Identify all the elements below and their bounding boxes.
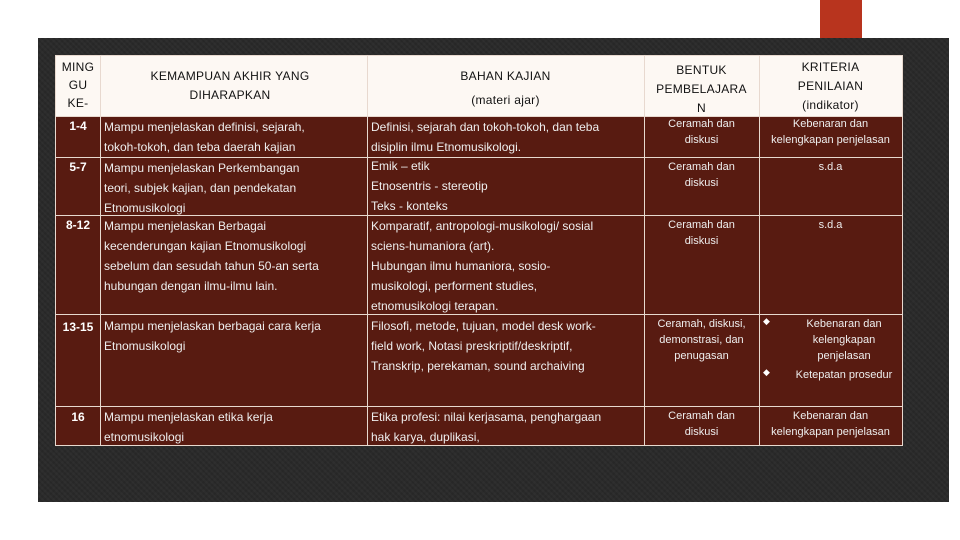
bullet-icon: ◆ (763, 367, 770, 377)
row-week: 13-15 (62, 320, 94, 334)
row-criteria: Kebenaran dan kelengkapan penjelasan (771, 410, 890, 438)
criteria-bullet-text: Ketepatan prosedur (795, 369, 893, 381)
row-material: Definisi, sejarah dan tokoh-tokoh, dan teba disiplin ilmu Etnomusikologi. (371, 120, 600, 154)
row-week: 8-12 (65, 218, 91, 232)
header-criteria: KRITERIA PENILAIAN (indikator) (797, 60, 864, 112)
row-material: Filosofi, metode, tujuan, model desk work- field work, Notasi preskriptif/deskriptif, Transkrip, perekaman, sound archaiving (371, 319, 596, 373)
row-ability: Mampu menjelaskan berbagai cara kerja Etnomusikologi (104, 319, 321, 353)
row-ability: Mampu menjelaskan definisi, sejarah, tokoh-tokoh, dan teba daerah kajian (104, 120, 305, 154)
row-form: Ceramah dan diskusi (668, 410, 735, 438)
row-form: Ceramah dan diskusi (668, 161, 735, 189)
header-material-sub: (materi ajar) (471, 93, 540, 107)
bullet-icon: ◆ (763, 316, 770, 326)
row-ability: Mampu menjelaskan etika kerja etnomusikologi (104, 410, 273, 444)
row-form: Ceramah dan diskusi (668, 118, 735, 146)
accent-bar (820, 0, 862, 38)
course-table (55, 55, 903, 446)
row-form: Ceramah, diskusi, demonstrasi, dan penugasan (657, 318, 746, 362)
criteria-bullet-text: Kebenaran dan kelengkapan penjelasan (806, 318, 882, 362)
row-material: Etika profesi: nilai kerjasama, penghargaan hak karya, duplikasi, (371, 410, 602, 444)
row-criteria: s.d.a (818, 219, 843, 231)
header-material: BAHAN KAJIAN (460, 69, 551, 83)
header-ability: KEMAMPUAN AKHIR YANG DIHARAPKAN (150, 69, 310, 102)
row-material: Komparatif, antropologi-musikologi/ sosial sciens-humaniora (art). Hubungan ilmu humaniora, sosio- musikologi, performent studies, etnomusikologi terapan. (371, 219, 594, 313)
row-criteria: s.d.a (818, 161, 843, 173)
row-week: 16 (71, 410, 85, 424)
row-criteria: Kebenaran dan kelengkapan penjelasan (771, 118, 890, 146)
row-week: 1-4 (69, 119, 87, 133)
header-week: MING GU KE- (61, 60, 95, 110)
row-week: 5-7 (69, 160, 87, 174)
row-form: Ceramah dan diskusi (668, 219, 735, 247)
row-material: Emik – etik Etnosentris - stereotip Teks - konteks (371, 159, 488, 213)
column-divider (367, 56, 368, 445)
row-ability: Mampu menjelaskan Perkembangan teori, subjek kajian, dan pendekatan Etnomusikologi (104, 161, 300, 215)
row-ability: Mampu menjelaskan Berbagai kecenderungan kajian Etnomusikologi sebelum dan sesudah tahun 50-an serta hubungan dengan ilmu-ilmu lain. (104, 219, 319, 293)
column-divider (100, 56, 101, 445)
header-form: BENTUK PEMBELAJARA N (656, 63, 747, 115)
